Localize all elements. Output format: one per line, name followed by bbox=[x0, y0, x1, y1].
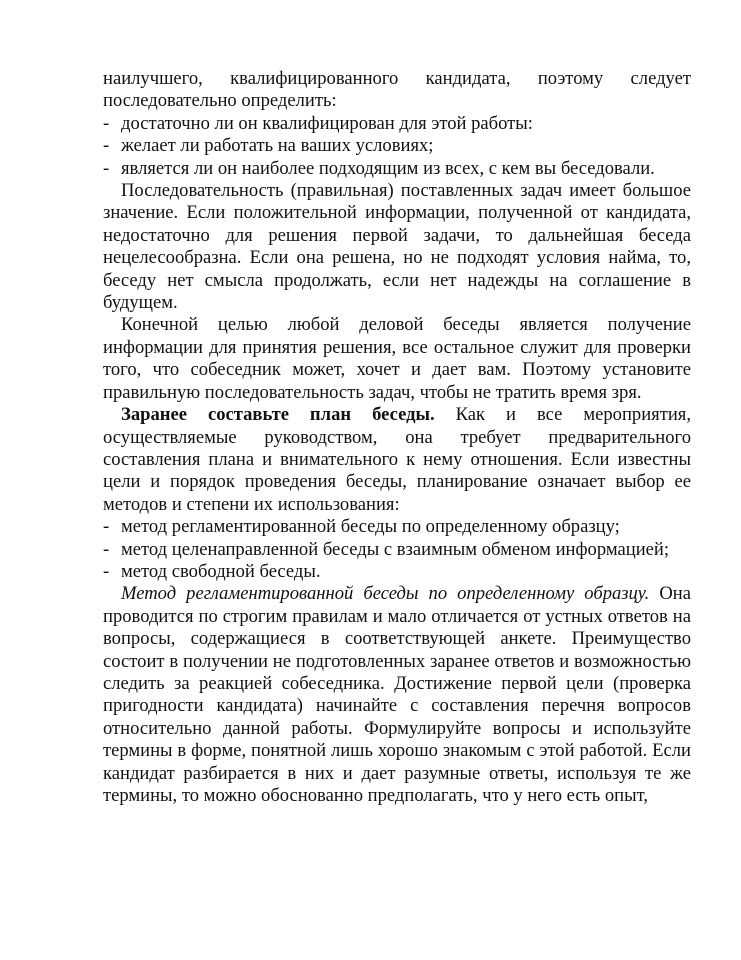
list-item bbox=[103, 516, 691, 538]
method-text: Она проводится по строгим правилам и мало отличается от устных ответов на вопросы, содержащиеся в соответствующей анкете. Преимущество состоит в получении не подготовленных заранее ответов и возможностью следить за реакцией собеседника. Достижение первой цели (проверка пригодности кандидата) начинайте с составления перечня вопросов относительно данной работы. Формулируйте вопросы и используйте термины в форме, понятной лишь хорошо знакомым с этой работой. Если кандидат разбирается в них и дает разумные ответы, используя те же термины, то можно обоснованно предполагать, что у него есть опыт, bbox=[103, 583, 692, 806]
list-item-text: метод свободной беседы. bbox=[121, 560, 321, 582]
plan-text: Как и все мероприятия, осуществляемые руководством, она требует предварительного составления плана и внимательного к нему отношения. Если известны цели и порядок проведения беседы, планирование означает выбор ее методов и степени их использования: bbox=[103, 404, 691, 515]
list-item bbox=[103, 158, 691, 180]
list-item-text: метод регламентированной беседы по определенному образцу; bbox=[121, 516, 620, 538]
document-page bbox=[103, 68, 691, 807]
paragraph-goal: Конечной целью любой деловой беседы является получение информации для принятия решения, все остальное служит для проверки того, что собеседник может, хочет и дает вам. Поэтому установите правильную последовательность задач, чтобы не тратить время зря. bbox=[103, 314, 691, 403]
paragraph-plan bbox=[103, 404, 691, 516]
methods-list bbox=[103, 516, 691, 583]
list-item bbox=[103, 135, 691, 157]
list-dash: - bbox=[103, 135, 110, 157]
paragraph-method bbox=[103, 583, 691, 807]
list-item-text: метод целенаправленной беседы с взаимным обменом информацией; bbox=[121, 538, 670, 560]
list-item-text: желает ли работать на ваших условиях; bbox=[121, 135, 434, 157]
paragraph-intro: наилучшего, квалифицированного кандидата, поэтому следует последовательно определить: bbox=[103, 68, 691, 112]
list-dash: - bbox=[103, 538, 110, 560]
list-dash: - bbox=[103, 516, 110, 538]
qualification-list bbox=[103, 113, 691, 180]
list-dash: - bbox=[103, 157, 110, 179]
list-item bbox=[103, 561, 691, 583]
method-heading: Метод регламентированной беседы по определенному образцу. bbox=[121, 583, 650, 605]
plan-heading: Заранее составьте план беседы. bbox=[121, 404, 435, 426]
list-item bbox=[103, 113, 691, 135]
list-item bbox=[103, 539, 691, 561]
list-item-text: достаточно ли он квалифицирован для этой работы: bbox=[121, 112, 533, 134]
list-dash: - bbox=[103, 560, 110, 582]
paragraph-sequence: Последовательность (правильная) поставленных задач имеет большое значение. Если положительной информации, полученной от кандидата, недостаточно для решения первой задачи, то дальнейшая беседа нецелесообразна. Если она решена, но не подходят условия найма, то, беседу нет смысла продолжать, если нет надежды на соглашение в будущем. bbox=[103, 180, 691, 314]
list-dash: - bbox=[103, 112, 110, 134]
list-item-text: является ли он наиболее подходящим из всех, с кем вы беседовали. bbox=[121, 157, 655, 179]
